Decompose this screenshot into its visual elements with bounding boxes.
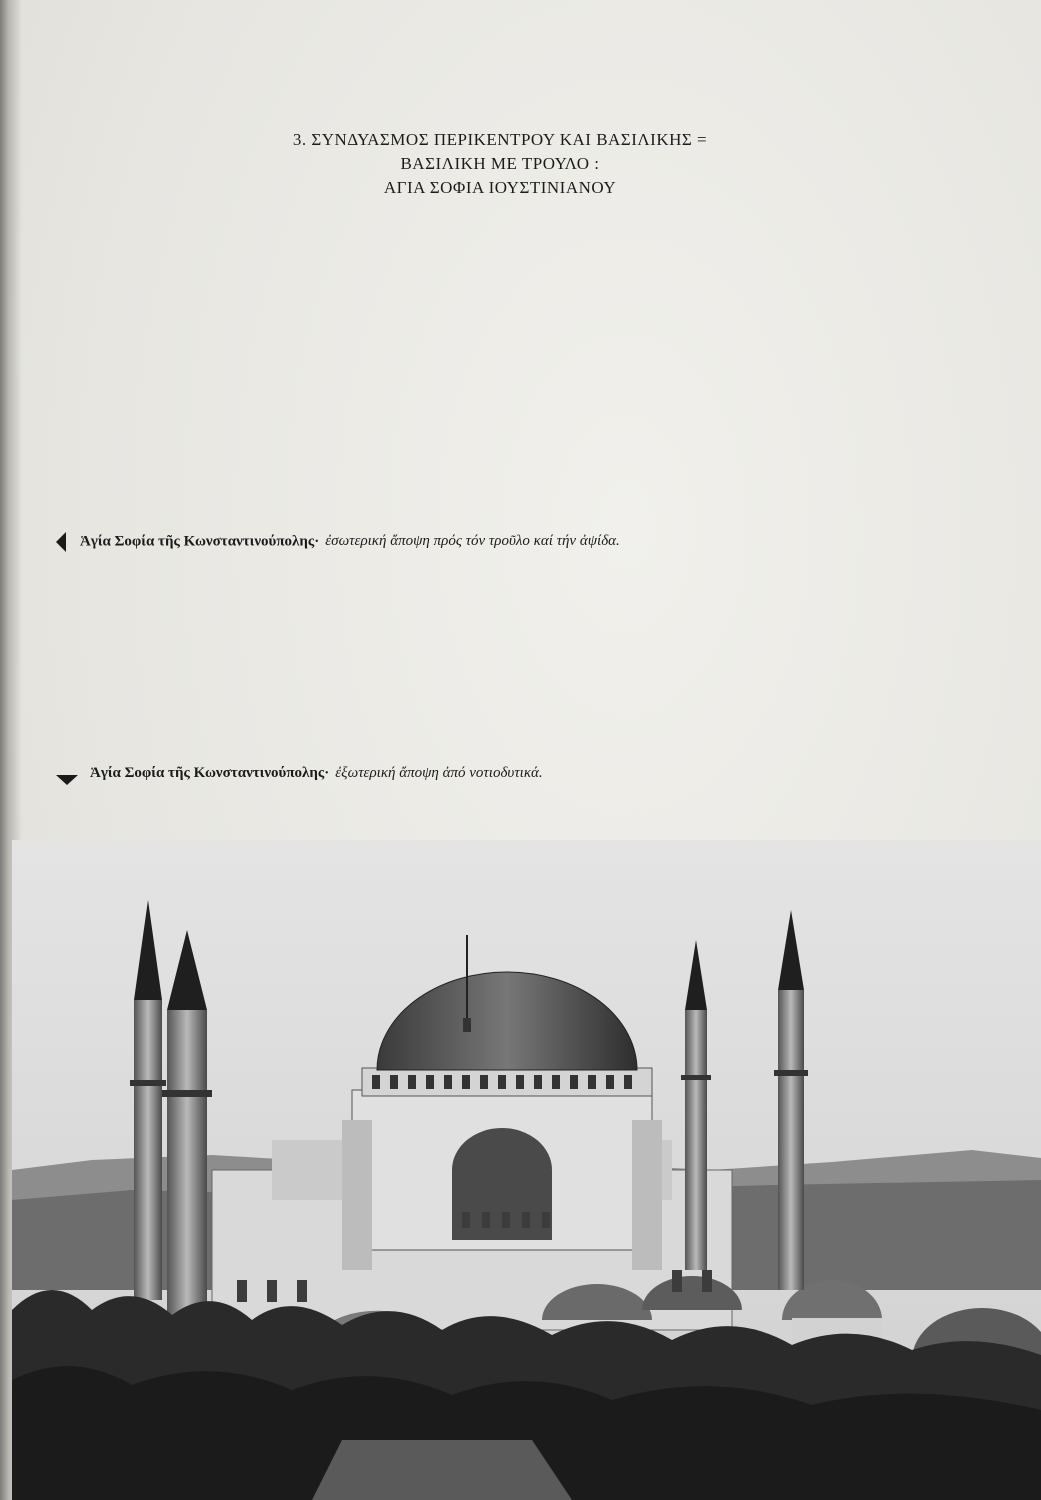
heading-line-3: ΑΓΙΑ ΣΟΦΙΑ ΙΟΥΣΤΙΝΙΑΝΟΥ [383, 178, 617, 197]
caption-exterior [56, 765, 543, 782]
caption-exterior-title: Ἁγία Σοφία τῆς Κωνσταντινούπολης· [90, 765, 330, 781]
caption-interior-title: Ἁγία Σοφία τῆς Κωνσταντινούπολης· [80, 533, 320, 550]
caption-exterior-text: ἐξωτερική ἄποψη ἀπό νοτιοδυτικά. [335, 765, 543, 781]
hagia-sophia-photo [12, 840, 1041, 1500]
heading-line-1: 3. ΣΥΝΔΥΑΣΜΟΣ ΠΕΡΙΚΕΝΤΡΟΥ ΚΑΙ ΒΑΣΙΛΙΚΗΣ = [292, 130, 708, 149]
section-heading [180, 128, 820, 200]
caption-interior [56, 532, 620, 552]
left-triangle-icon [56, 532, 66, 552]
heading-line-2: ΒΑΣΙΛΙΚΗ ΜΕ ΤΡΟΥΛΟ : [400, 154, 600, 173]
down-triangle-icon [56, 775, 78, 785]
caption-interior-text: ἐσωτερική ἄποψη πρός τόν τροῦλο καί τήν ἀψίδα. [325, 533, 620, 550]
hagia-sophia-illustration [12, 840, 1041, 1500]
